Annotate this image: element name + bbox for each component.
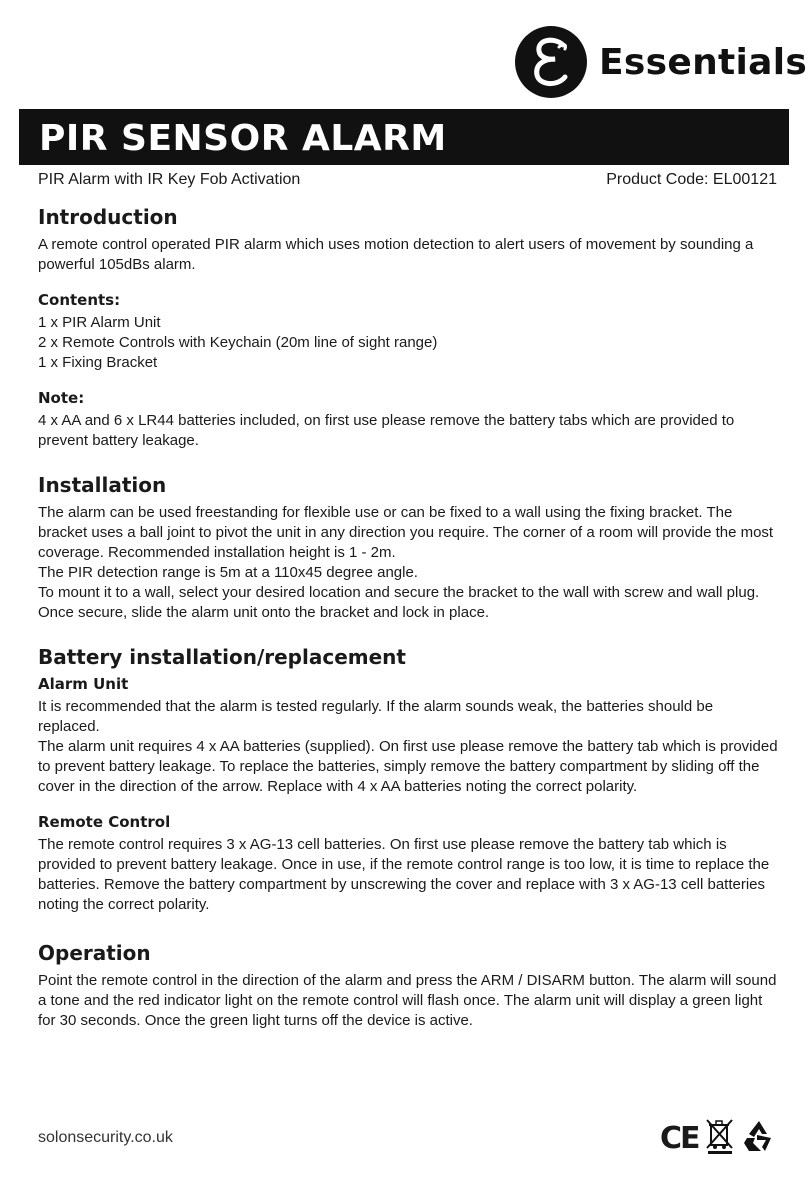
alarm-unit-text: It is recommended that the alarm is tested regularly. If the alarm sounds weak, the batteries should be replaced. — [38, 698, 714, 735]
compliance-marks — [660, 1117, 777, 1160]
installation-text: The alarm can be used freestanding for flexible use or can be fixed to a wall using the fixing bracket. The bracket uses a ball joint to pivot the unit in any direction you require. The corner of a room will provide the most coverage. Recommended installation height is 1 - 2m. — [38, 504, 774, 561]
essentials-logo-icon — [515, 26, 587, 98]
note-text: 4 x AA and 6 x LR44 batteries included, on first use please remove the battery tabs which are provided to prevent battery leakage. — [38, 412, 735, 449]
document-body — [38, 205, 778, 1031]
contents-item: 1 x Fixing Bracket — [38, 354, 158, 371]
remote-control-text: The remote control requires 3 x AG-13 cell batteries. On first use please remove the battery tab which is provided to prevent battery leakage. Once in use, if the remote control range is too low, it is time to replace the batteries. Remove the battery compartment by unscrewing the cover and replace with 3 x AG-13 cell batteries noting the correct polarity. — [38, 836, 770, 913]
installation-text: To mount it to a wall, select your desired location and secure the bracket to the wall with screw and wall plug. Once secure, slide the alarm unit onto the bracket and lock in place. — [38, 584, 760, 621]
alarm-unit-heading: Alarm Unit — [38, 675, 129, 693]
recycle-icon — [741, 1118, 777, 1159]
ce-mark-icon: CE — [660, 1121, 699, 1156]
note-heading: Note: — [38, 389, 85, 407]
title-bar — [19, 109, 789, 165]
brand-logo — [515, 26, 807, 98]
introduction-text: A remote control operated PIR alarm which uses motion detection to alert users of movement by sounding a powerful 105dBs alarm. — [38, 236, 754, 273]
operation-section — [38, 941, 778, 1031]
website-url: solonsecurity.co.uk — [38, 1129, 173, 1146]
operation-text: Point the remote control in the direction of the alarm and press the ARM / DISARM button. The alarm will sound a tone and the red indicator light on the remote control will flash once. The alarm unit will display a green light for 30 seconds. Once the green light turns off the device is active. — [38, 972, 777, 1029]
alarm-unit-text: The alarm unit requires 4 x AA batteries (supplied). On first use please remove the battery tab which is provided to prevent battery leakage. To replace the batteries, simply remove the battery compartment by sliding off the cover in the direction of the arrow. Replace with 4 x AA batteries noting the correct polarity. — [38, 738, 778, 795]
installation-section — [38, 473, 778, 623]
product-code: Product Code: EL00121 — [606, 171, 777, 188]
introduction-section — [38, 205, 778, 451]
contents-item: 2 x Remote Controls with Keychain (20m line of sight range) — [38, 334, 438, 351]
installation-text: The PIR detection range is 5m at a 110x45 degree angle. — [38, 564, 418, 581]
remote-control-heading: Remote Control — [38, 813, 171, 831]
introduction-heading: Introduction — [38, 205, 178, 229]
battery-heading: Battery installation/replacement — [38, 645, 406, 669]
contents-item: 1 x PIR Alarm Unit — [38, 314, 161, 331]
battery-section — [38, 645, 778, 915]
logo-wordmark: Essentials — [599, 41, 808, 83]
operation-heading: Operation — [38, 941, 151, 965]
contents-heading: Contents: — [38, 291, 121, 309]
weee-bin-icon — [705, 1117, 735, 1160]
installation-heading: Installation — [38, 473, 167, 497]
product-subtitle: PIR Alarm with IR Key Fob Activation — [38, 171, 301, 188]
page-title: PIR SENSOR ALARM — [39, 118, 447, 159]
